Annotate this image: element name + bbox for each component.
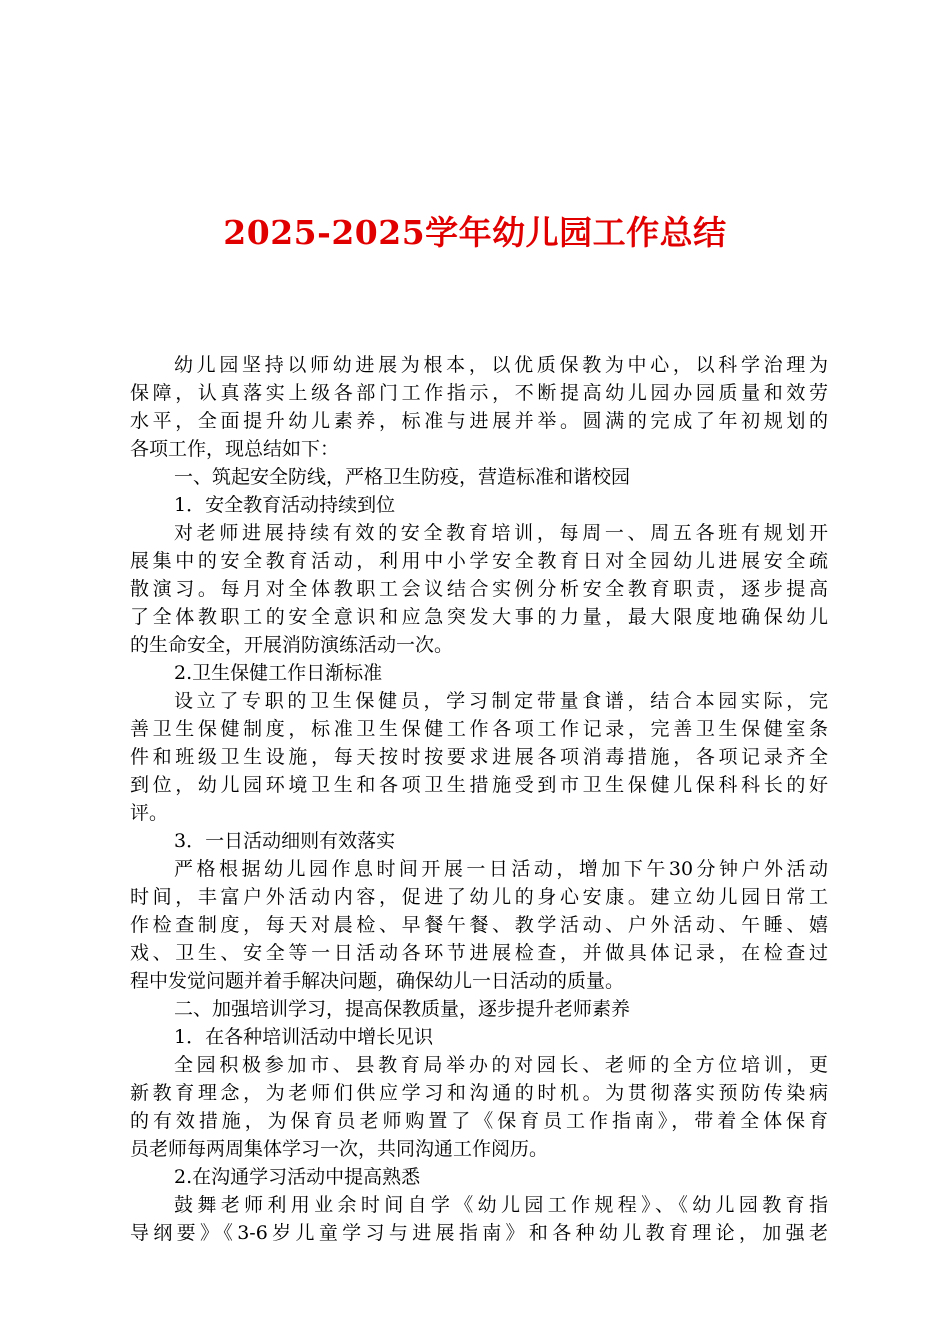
text-line: 水平，全面提升幼儿素养，标准与进展并举。圆满的完成了年初规划的 [130,410,828,432]
text-line: 善卫生保健制度，标准卫生保健工作各项工作记录，完善卫生保健室条 [130,718,828,740]
text-line: 1．在各种培训活动中增长见识 [174,1026,434,1048]
text-line: 幼儿园坚持以师幼进展为根本，以优质保教为中心，以科学治理为 [174,354,828,376]
text-line: 设立了专职的卫生保健员，学习制定带量食谱，结合本园实际，完 [174,690,828,712]
document-body [130,351,828,1247]
text-line: 的生命安全，开展消防演练活动一次。 [130,634,454,656]
text-line: 作检查制度，每天对晨检、早餐午餐、教学活动、户外活动、午睡、嬉 [130,914,828,936]
text-line: 戏、卫生、安全等一日活动各环节进展检查，并做具体记录，在检查过 [130,942,828,964]
text-line: 严格根据幼儿园作息时间开展一日活动，增加下午30分钟户外活动 [174,858,828,880]
text-line: 1．安全教育活动持续到位 [174,494,396,516]
text-line: 一、筑起安全防线，严格卫生防疫，营造标准和谐校园 [174,466,631,488]
text-line: 2.在沟通学习活动中提高熟悉 [174,1166,421,1188]
text-line: 展集中的安全教育活动，利用中小学安全教育日对全园幼儿进展安全疏 [130,550,828,572]
text-line: 新教育理念，为老师们供应学习和沟通的时机。为贯彻落实预防传染病 [130,1082,828,1104]
text-line: 的有效措施，为保育员老师购置了《保育员工作指南》，带着全体保育 [130,1110,828,1132]
text-line: 3．一日活动细则有效落实 [174,830,396,852]
text-line: 二、加强培训学习，提高保教质量，逐步提升老师素养 [174,998,631,1020]
text-line: 散演习。每月对全体教职工会议结合实例分析安全教育职责，逐步提高 [130,578,828,600]
text-line: 程中发觉问题并着手解决问题，确保幼儿一日活动的质量。 [130,970,625,992]
text-line: 件和班级卫生设施，每天按时按要求进展各项消毒措施，各项记录齐全 [130,746,828,768]
text-line: 到位，幼儿园环境卫生和各项卫生措施受到市卫生保健儿保科科长的好 [130,774,828,796]
text-line: 时间，丰富户外活动内容，促进了幼儿的身心安康。建立幼儿园日常工 [130,886,828,908]
text-line: 全园积极参加市、县教育局举办的对园长、老师的全方位培训，更 [174,1054,828,1076]
text-line: 员老师每两周集体学习一次，共同沟通工作阅历。 [130,1138,549,1160]
text-line: 各项工作，现总结如下： [130,438,340,460]
text-line: 了全体教职工的安全意识和应急突发大事的力量，最大限度地确保幼儿 [130,606,828,628]
text-line: 2.卫生保健工作日渐标准 [174,662,383,684]
document-title: 2025-2025学年幼儿园工作总结 [223,213,727,252]
text-line: 评。 [130,802,169,824]
text-line: 对老师进展持续有效的安全教育培训，每周一、周五各班有规划开 [174,522,828,544]
text-line: 鼓舞老师利用业余时间自学《幼儿园工作规程》、《幼儿园教育指 [174,1194,828,1216]
text-line: 保障，认真落实上级各部门工作指示，不断提高幼儿园办园质量和效劳 [130,382,828,404]
text-line: 导纲要》《3-6岁儿童学习与进展指南》和各种幼儿教育理论，加强老 [130,1222,828,1244]
